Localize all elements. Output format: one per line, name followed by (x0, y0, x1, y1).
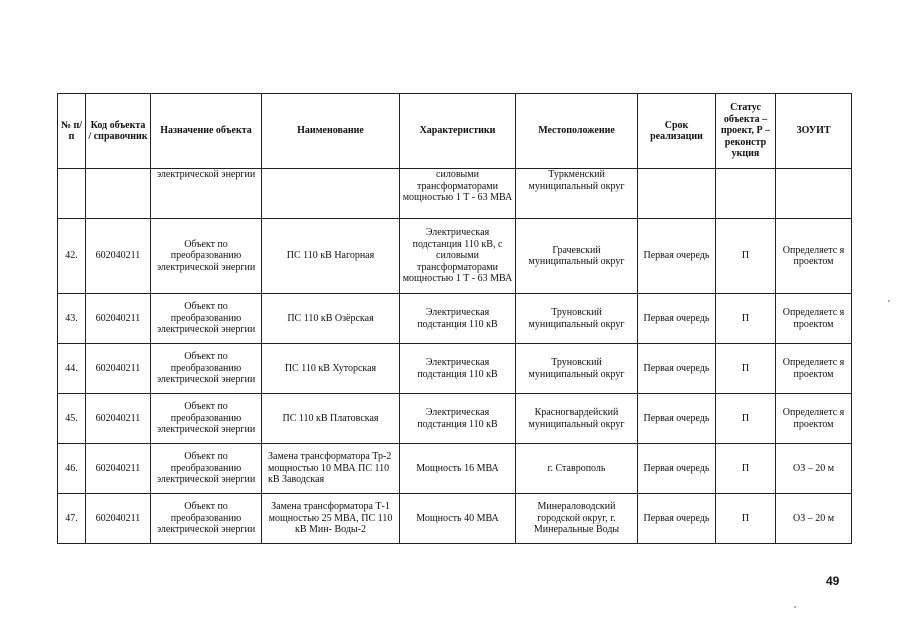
cell-name: ПС 110 кВ Озёрская (262, 294, 400, 344)
table-row (58, 494, 852, 544)
cell-characteristics: Электрическая подстанция 110 кВ, с силовыми трансформаторами мощностью 1 Т - 63 МВА (400, 219, 516, 294)
cell-zouit: Определяетс я проектом (776, 344, 852, 394)
cell-purpose: электрической энергии (151, 169, 262, 219)
cell-term: Первая очередь (638, 344, 716, 394)
table-row (58, 294, 852, 344)
cell-num: 47. (58, 494, 86, 544)
header-term: Срок реализации (638, 94, 716, 169)
cell-code: 602040211 (86, 219, 151, 294)
cell-zouit: Определяетс я проектом (776, 394, 852, 444)
cell-status: П (716, 494, 776, 544)
table-row (58, 344, 852, 394)
cell-location: Красногвардейский муниципальный округ (516, 394, 638, 444)
scan-speck (888, 300, 890, 302)
cell-characteristics: Мощность 40 МВА (400, 494, 516, 544)
cell-num: 42. (58, 219, 86, 294)
cell-num: 45. (58, 394, 86, 444)
cell-name (262, 169, 400, 219)
cell-characteristics: Электрическая подстанция 110 кВ (400, 294, 516, 344)
cell-location: Труновский муниципальный округ (516, 294, 638, 344)
cell-num: 43. (58, 294, 86, 344)
table-row (58, 394, 852, 444)
scan-speck (794, 606, 796, 608)
cell-code: 602040211 (86, 494, 151, 544)
cell-location: Минераловодский городской округ, г. Минеральные Воды (516, 494, 638, 544)
cell-status: П (716, 219, 776, 294)
cell-zouit: ОЗ – 20 м (776, 494, 852, 544)
table-row (58, 219, 852, 294)
cell-num (58, 169, 86, 219)
cell-status: П (716, 394, 776, 444)
cell-status (716, 169, 776, 219)
table-row (58, 444, 852, 494)
cell-code: 602040211 (86, 344, 151, 394)
cell-code: 602040211 (86, 394, 151, 444)
cell-code: 602040211 (86, 294, 151, 344)
cell-status: П (716, 344, 776, 394)
cell-num: 46. (58, 444, 86, 494)
cell-name: ПС 110 кВ Нагорная (262, 219, 400, 294)
cell-name: Замена трансформатора Т-1 мощностью 25 МВА, ПС 110 кВ Мин- Воды-2 (262, 494, 400, 544)
cell-characteristics: Электрическая подстанция 110 кВ (400, 344, 516, 394)
cell-term: Первая очередь (638, 394, 716, 444)
cell-zouit: Определяетс я проектом (776, 294, 852, 344)
cell-zouit (776, 169, 852, 219)
cell-status: П (716, 294, 776, 344)
cell-location: Труновский муниципальный округ (516, 344, 638, 394)
cell-term: Первая очередь (638, 219, 716, 294)
header-characteristics: Характеристики (400, 94, 516, 169)
header-status: Статус объекта – проект, Р – реконстр укция (716, 94, 776, 169)
header-name: Наименование (262, 94, 400, 169)
cell-purpose: Объект по преобразованию электрической энергии (151, 494, 262, 544)
cell-characteristics: Мощность 16 МВА (400, 444, 516, 494)
table-header-row (58, 94, 852, 169)
cell-term: Первая очередь (638, 294, 716, 344)
page-number: 49 (826, 574, 840, 588)
table-row-continuation (58, 169, 852, 219)
cell-location: Туркменский муниципальный округ (516, 169, 638, 219)
header-zouit: ЗОУИТ (776, 94, 852, 169)
cell-name: Замена трансформатора Тр-2 мощностью 10 МВА ПС 110 кВ Заводская (262, 444, 400, 494)
cell-name: ПС 110 кВ Хуторская (262, 344, 400, 394)
header-location: Местоположение (516, 94, 638, 169)
cell-characteristics: Электрическая подстанция 110 кВ (400, 394, 516, 444)
cell-purpose: Объект по преобразованию электрической энергии (151, 344, 262, 394)
cell-purpose: Объект по преобразованию электрической энергии (151, 294, 262, 344)
cell-name: ПС 110 кВ Платовская (262, 394, 400, 444)
cell-purpose: Объект по преобразованию электрической энергии (151, 394, 262, 444)
cell-term (638, 169, 716, 219)
cell-status: П (716, 444, 776, 494)
cell-purpose: Объект по преобразованию электрической энергии (151, 444, 262, 494)
cell-code: 602040211 (86, 444, 151, 494)
cell-zouit: Определяетс я проектом (776, 219, 852, 294)
cell-term: Первая очередь (638, 494, 716, 544)
register-table (57, 93, 852, 544)
header-code: Код объекта / справочник (86, 94, 151, 169)
cell-num: 44. (58, 344, 86, 394)
cell-term: Первая очередь (638, 444, 716, 494)
header-num: № п/п (58, 94, 86, 169)
cell-characteristics: силовыми трансформаторами мощностью 1 Т - 63 МВА (400, 169, 516, 219)
cell-purpose: Объект по преобразованию электрической энергии (151, 219, 262, 294)
cell-location: Грачевский муниципальный округ (516, 219, 638, 294)
cell-code (86, 169, 151, 219)
cell-zouit: ОЗ – 20 м (776, 444, 852, 494)
cell-location: г. Ставрополь (516, 444, 638, 494)
header-purpose: Назначение объекта (151, 94, 262, 169)
